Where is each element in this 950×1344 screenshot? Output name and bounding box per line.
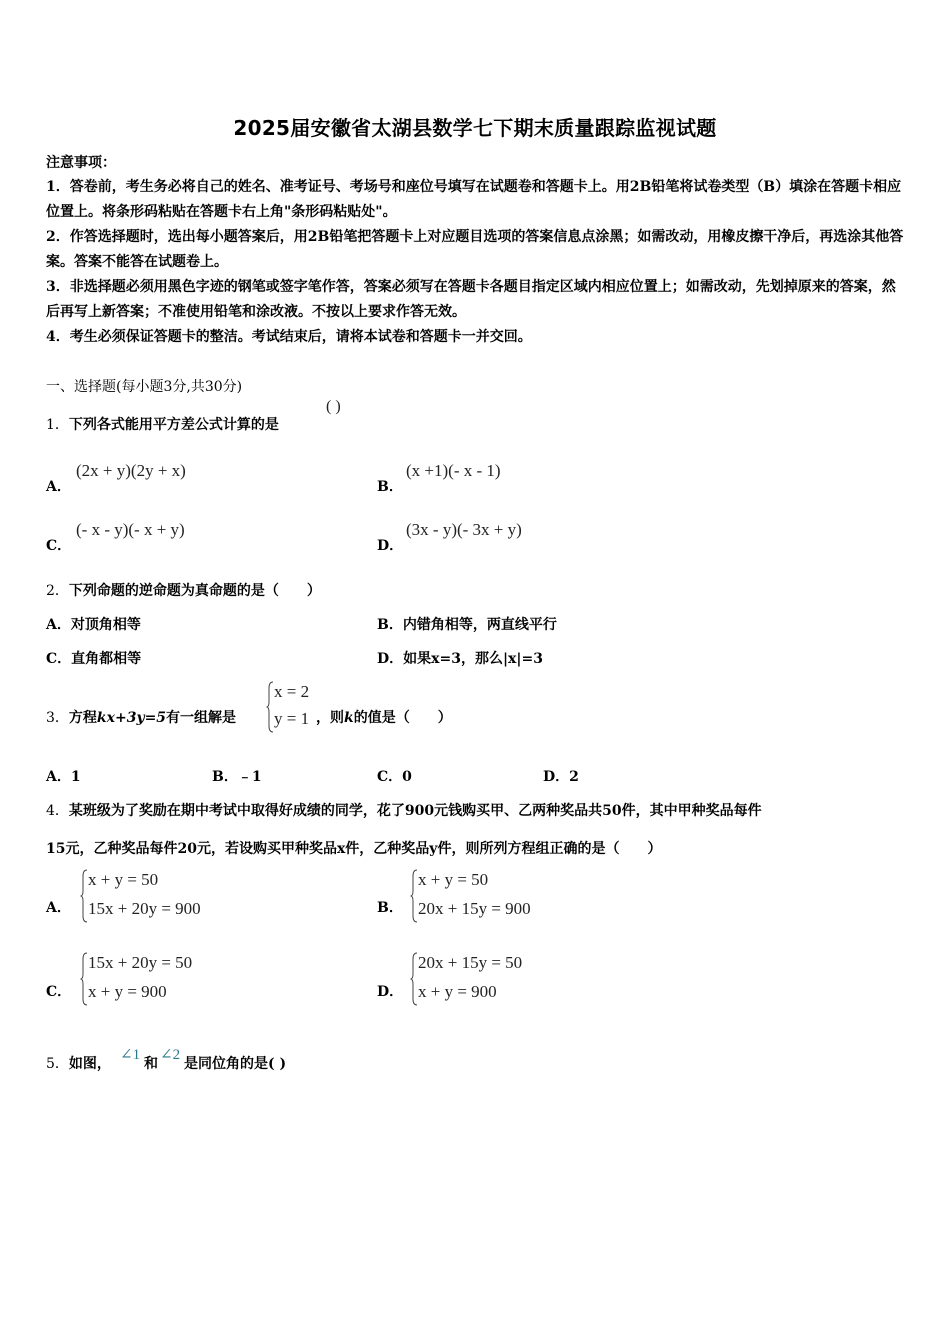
question-text: 下列各式能用平方差公式计算的是 (68, 417, 279, 433)
brace-icon (410, 951, 418, 1007)
angle-2-label: ∠2 (160, 1047, 181, 1063)
option-d-expression: (3x - y)(- 3x + y) (406, 520, 522, 539)
option-a-system (80, 868, 240, 924)
option-d (377, 648, 543, 668)
option-label: B． (377, 617, 403, 633)
system-line-2: y = 1 (274, 709, 310, 728)
notice-item-2: 2．作答选择题时，选出每小题答案后，用2B铅笔把答题卡上对应题目选项的答案信息点涂黑；如需改动，用橡皮擦干净后，再选涂其他答案。答案不能答在试题卷上。 (46, 229, 904, 270)
system-line-1: 20x + 15y = 50 (418, 953, 523, 972)
option-label: C． (46, 984, 72, 1000)
option-label: D． (377, 538, 404, 554)
system-line-2: x + y = 900 (88, 982, 167, 1001)
question-text: 下列命题的逆命题为真命题的是（ ） (68, 583, 321, 599)
option-label: A． (46, 900, 71, 916)
brace-icon (80, 951, 88, 1007)
notice-item-4: 4．考生必须保证答题卡的整洁。考试结束后，请将本试卷和答题卡一并交回。 (46, 329, 532, 345)
question-3 (46, 707, 236, 727)
question-1 (46, 414, 279, 434)
system-line-1: x + y = 50 (418, 870, 489, 889)
option-text: 0 (402, 769, 412, 785)
question-text: 的值是（ ） (353, 710, 452, 726)
question-text: 某班级为了奖励在期中考试中取得好成绩的同学，花了900元钱购买甲、乙两种奖品共50件，其中甲种奖品每件 (68, 803, 762, 819)
answer-paren: ( ) (326, 398, 341, 415)
option-label: C． (46, 651, 72, 667)
notice-item-1: 1．答卷前，考生务必将自己的姓名、准考证号、考场号和座位号填写在试题卷和答题卡上。用2B铅笔将试卷类型（B）填涂在答题卡相应位置上。将条形码粘贴在答题卡右上角"条形码粘贴处"。 (46, 179, 902, 220)
option-label: A． (46, 769, 71, 785)
option-b (212, 766, 262, 786)
section-heading: 一、选择题(每小题3分,共30分) (46, 379, 243, 395)
option-text: 1 (70, 769, 81, 785)
option-text: 如果x=3，那么|x|=3 (403, 651, 543, 667)
variable-k: k (344, 710, 354, 726)
option-label: A． (46, 479, 71, 495)
question-5-end: 是同位角的是( ) (184, 1056, 287, 1072)
notice-item-3: 3．非选择题必须用黑色字迹的钢笔或签字笔作答，答案必须写在答题卡各题目指定区域内相应位置上；如需改动，先划掉原来的答案，然后再写上新答案；不准使用铅笔和涂改液。不按以上要求作答无效。 (46, 279, 896, 320)
option-label: D． (377, 984, 404, 1000)
brace-icon (410, 868, 418, 924)
angle-1-label: ∠1 (120, 1047, 141, 1063)
system-line-1: x = 2 (274, 682, 310, 701)
option-d (543, 766, 579, 786)
option-label: D． (543, 769, 570, 785)
question-number: 4． (46, 803, 69, 819)
system-line-1: 15x + 20y = 50 (88, 953, 193, 972)
system-line-2: 15x + 20y = 900 (88, 899, 201, 918)
option-c-system (80, 951, 240, 1007)
question-text: 有一组解是 (166, 710, 237, 726)
option-label: C． (46, 538, 72, 554)
option-c (46, 648, 141, 668)
option-text: 对顶角相等 (70, 617, 141, 633)
question-3-end (316, 707, 452, 727)
equation: kx+3y=5 (96, 710, 167, 726)
system-line-2: 20x + 15y = 900 (418, 899, 531, 918)
option-b (377, 614, 557, 634)
option-label: A． (46, 617, 71, 633)
option-a (46, 614, 141, 634)
option-label: D． (377, 651, 404, 667)
question-text: 方程 (68, 710, 97, 726)
page-title: 2025届安徽省太湖县数学七下期末质量跟踪监视试题 (233, 116, 717, 140)
question-2 (46, 580, 321, 600)
option-text: ﹣1 (237, 769, 262, 785)
option-label: B． (377, 900, 403, 916)
option-a-expression: (2x + y)(2y + x) (76, 461, 186, 480)
question-4 (46, 800, 762, 820)
question-4-line-2: 15元，乙种奖品每件20元，若设购买甲种奖品x件，乙种奖品y件，则所列方程组正确的是（ ） (46, 841, 662, 857)
option-c (377, 766, 412, 786)
option-label: B． (212, 769, 238, 785)
system-line-1: x + y = 50 (88, 870, 159, 889)
question-5 (46, 1053, 111, 1073)
option-a (46, 766, 81, 786)
option-text: 2 (569, 769, 579, 785)
option-d-system (410, 951, 570, 1007)
question-5-mid: 和 (144, 1056, 158, 1072)
option-label: B． (377, 479, 403, 495)
question-number: 2． (46, 583, 69, 599)
question-number: 5． (46, 1056, 69, 1072)
option-b-system (410, 868, 570, 924)
option-text: 内错角相等，两直线平行 (402, 617, 557, 633)
question-text: ，则 (316, 710, 344, 726)
question-number: 1． (46, 417, 69, 433)
notice-heading: 注意事项： (46, 155, 116, 171)
brace-icon (80, 868, 88, 924)
option-text: 直角都相等 (71, 651, 142, 667)
question-number: 3． (46, 710, 69, 726)
option-c-expression: (- x - y)(- x + y) (76, 520, 185, 539)
question-text: 如图， (68, 1056, 111, 1072)
option-b-expression: (x +1)(- x - 1) (406, 461, 501, 480)
option-label: C． (377, 769, 403, 785)
system-line-2: x + y = 900 (418, 982, 497, 1001)
brace-icon (266, 680, 274, 734)
